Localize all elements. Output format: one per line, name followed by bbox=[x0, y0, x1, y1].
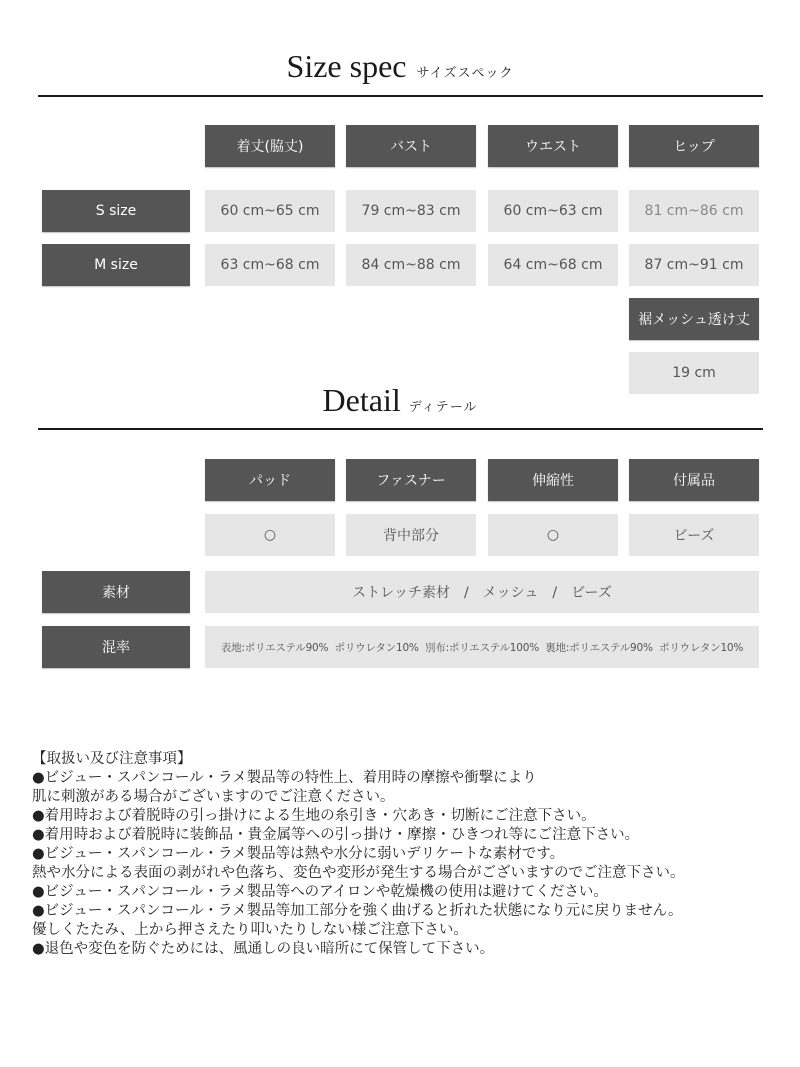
size-m-bust: 84 cm~88 cm bbox=[346, 244, 476, 286]
care-note-line: ●着用時および着脱時に装飾品・貴金属等への引っ掛け・摩擦・ひきつれ等にご注意下さい。 bbox=[32, 827, 640, 843]
size-row-label-m: M size bbox=[42, 244, 190, 286]
care-note-line: 優しくたたみ、上から押さえたり叩いたりしない様ご注意下さい。 bbox=[32, 922, 468, 938]
size-col-header-waist: ウエスト bbox=[488, 125, 618, 167]
detail-heading bbox=[0, 382, 800, 419]
size-col-header-hip: ヒップ bbox=[629, 125, 759, 167]
size-col-header-length: 着丈(脇丈) bbox=[205, 125, 335, 167]
detail-col-header-pad: パッド bbox=[205, 459, 335, 501]
care-note-line: ●着用時および着脱時の引っ掛けによる生地の糸引き・穴あき・切断にご注意下さい。 bbox=[32, 808, 596, 824]
size-col-header-bust: バスト bbox=[346, 125, 476, 167]
detail-stretch-value: ○ bbox=[488, 514, 618, 556]
mesh-length-value: 19 cm bbox=[629, 352, 759, 394]
detail-col-header-zipper: ファスナー bbox=[346, 459, 476, 501]
size-spec-heading bbox=[0, 48, 800, 85]
care-notes-heading: 【取扱い及び注意事項】 bbox=[32, 751, 192, 767]
detail-accessories-value: ビーズ bbox=[629, 514, 759, 556]
size-s-hip: 81 cm~86 cm bbox=[629, 190, 759, 232]
detail-zipper-value: 背中部分 bbox=[346, 514, 476, 556]
care-note-line: 肌に刺激がある場合がございますのでご注意ください。 bbox=[32, 789, 395, 805]
detail-subtitle: ディテール bbox=[408, 400, 478, 415]
size-s-bust: 79 cm~83 cm bbox=[346, 190, 476, 232]
size-m-waist: 64 cm~68 cm bbox=[488, 244, 618, 286]
size-s-waist: 60 cm~63 cm bbox=[488, 190, 618, 232]
care-note-line: 熱や水分による表面の剥がれや色落ち、変色や変形が発生する場合がございますのでご注意下さい。 bbox=[32, 865, 685, 881]
size-m-hip: 87 cm~91 cm bbox=[629, 244, 759, 286]
care-note-line: ●ビジュー・スパンコール・ラメ製品等加工部分を強く曲げると折れた状態になり元に戻りません。 bbox=[32, 903, 683, 919]
material-label: 素材 bbox=[42, 571, 190, 613]
mesh-length-header: 裾メッシュ透け丈 bbox=[629, 298, 759, 340]
size-row-label-s: S size bbox=[42, 190, 190, 232]
detail-pad-value: ○ bbox=[205, 514, 335, 556]
size-m-length: 63 cm~68 cm bbox=[205, 244, 335, 286]
detail-title: Detail bbox=[322, 382, 401, 418]
size-spec-subtitle: サイズスペック bbox=[416, 66, 514, 81]
care-note-line: ●ビジュー・スパンコール・ラメ製品等は熱や水分に弱いデリケートな素材です。 bbox=[32, 846, 565, 862]
blend-value: 表地:ポリエステル90% ポリウレタン10% 別布:ポリエステル100% 裏地:ポリエステル90% ポリウレタン10% bbox=[205, 626, 759, 668]
detail-divider bbox=[38, 428, 763, 430]
size-s-length: 60 cm~65 cm bbox=[205, 190, 335, 232]
size-spec-divider bbox=[38, 95, 763, 97]
care-notes bbox=[32, 750, 772, 959]
detail-col-header-stretch: 伸縮性 bbox=[488, 459, 618, 501]
material-value: ストレッチ素材 / メッシュ / ビーズ bbox=[205, 571, 759, 613]
size-spec-title: Size spec bbox=[286, 48, 407, 84]
care-note-line: ●退色や変色を防ぐためには、風通しの良い暗所にて保管して下さい。 bbox=[32, 941, 495, 957]
detail-col-header-accessories: 付属品 bbox=[629, 459, 759, 501]
blend-label: 混率 bbox=[42, 626, 190, 668]
care-note-line: ●ビジュー・スパンコール・ラメ製品等の特性上、着用時の摩擦や衝撃により bbox=[32, 770, 537, 786]
care-note-line: ●ビジュー・スパンコール・ラメ製品等へのアイロンや乾燥機の使用は避けてください。 bbox=[32, 884, 608, 900]
